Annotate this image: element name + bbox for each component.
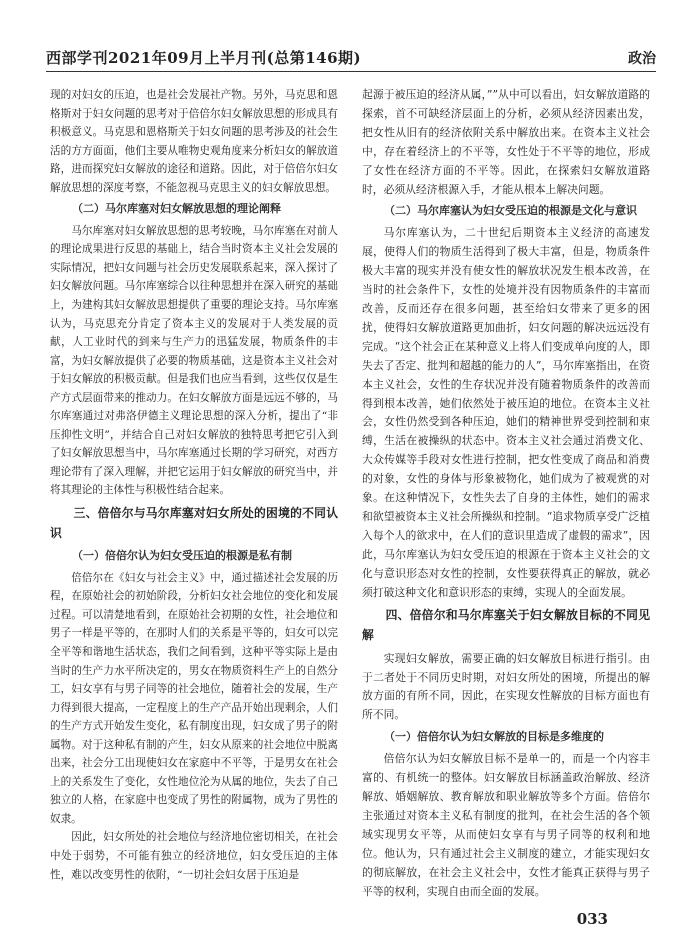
paragraph: 马尔库塞对妇女解放思想的思考较晚，马尔库塞在对前人的理论成果进行反思的基础上，结合当时资本主义社会发展的实际情况，把妇女问题与社会历史发展联系起来，深入探讨了妇女解放问题。马尔库塞综合以往种思想并在深入研究的基础上，为建构其妇女解放思想提供了重要的理论支持。马尔库塞认为，马克思充分肯定了资本主义的发展对于人类发展的贡献，人工业时代的到来与生产力的迅猛发展，物质条件的丰富，为妇女解放提供了必要的物质基础，这是资本主义社会对于妇女解放的积极贡献。但是我们也应当看到，这些仅仅是生产方式层面带来的推动力。在妇女解放方面是远远不够的，马尔库塞通过对弗洛伊德主义理论思想的深入分析，提出了“非压抑性文明”，并结合自己对妇女解放的独特思考把它引入到了妇女解放思想当中，马尔库塞通过长期的学习研究，对西方理论带有了深入理解，并把它运用于妇女解放的研究当中，并将其理论的主体性与积极性结合起来。 bbox=[50, 224, 338, 497]
paragraph: 实现妇女解放，需要正确的妇女解放目标进行指引。由于二者处于不同历史时期，对妇女所处的困境，所提出的解放方面的有所不同，因此，在实现女性解放的目标方面也有所不同。 bbox=[362, 651, 650, 722]
paragraph: 倍倍尔认为妇女解放目标不是单一的，而是一个内容丰富的、有机统一的整体。妇女解放目标涵盖政治解放、经济解放、婚姻解放、教育解放和职业解放等多个方面。倍倍尔主张通过对资本主义私有制度的批判，在社会生活的各个领域实现男女平等，从而使妇女享有与男子同等的权利和地位。他认为，只有通过社会主义制度的建立，才能实现妇女的彻底解放，在社会主义社会中，女性才能真正获得与男子平等的权利，实现自由而全面的发展。 bbox=[362, 752, 650, 898]
subsection-heading: （一）倍倍尔认为妇女受压迫的根源是私有制 bbox=[72, 549, 292, 563]
subsection-heading: （一）倍倍尔认为妇女解放的目标是多维度的 bbox=[384, 730, 604, 744]
paragraph: 起源于被压迫的经济从属，””从中可以看出，妇女解放道路的探索，首不可缺经济层面上的分析，必须从经济因素出发，把女性从旧有的经济依附关系中解放出来。在资本主义社会中，存在着经济上的不平等，女性处于不平等的地位，形成了女性在经济方面的不平等。因此，在探索妇女解放道路时，必须从经济根源入手，才能从根本上解决问题。 bbox=[362, 88, 650, 196]
paragraph: 因此，妇女所处的社会地位与经济地位密切相关，在社会中处于弱势，不可能有独立的经济地位，妇女受压迫的主体性，难以改变男性的依附，“一切社会妇女居于压迫是 bbox=[50, 831, 338, 881]
page-number: 033 bbox=[576, 910, 608, 928]
paragraph: 倍倍尔在《妇女与社会主义》中，通过描述社会发展的历程，在原始社会的初始阶段，分析妇女社会地位的变化和发展过程。可以清楚地看到，在原始社会初期的女性，社会地位和男子一样是平等的，在那时人们的关系是平等的，妇女可以完全平等和谐地生活状态，我们之间看到，这种平等实际上是由当时的生产力水平所决定的，男女在物质资料生产上的自然分工，妇女享有与男子同等的社会地位，随着社会的发展，生产力得到很大提高，一定程度上的生产产品开始出现剩余，人们的生产方式开始发生变化，私有制度出现，妇女成了男子的附属物。对于这种私有制的产生，妇女从原来的社会地位中脱离出来，社会分工出现使妇女在家庭中不平等，于是男女在社会上的关系发生了变化，女性地位沦为从属的地位，失去了自己独立的人格，在家庭中也变成了男性的附属物，成为了男性的奴隶。 bbox=[50, 571, 338, 825]
subsection-heading: （二）马尔库塞认为妇女受压迫的根源是文化与意识 bbox=[384, 204, 637, 218]
section-heading: 四、倍倍尔和马尔库塞关于妇女解放目标的不同见解 bbox=[362, 608, 650, 643]
section-label: 政治 bbox=[628, 51, 656, 67]
subsection-heading: （二）马尔库塞对妇女解放思想的理论阐释 bbox=[72, 202, 281, 216]
paragraph: 马尔库塞认为，二十世纪后期资本主义经济的高速发展，使得人们的物质生活得到了极大丰富，但是，物质条件极大丰富的现实并没有使女性的解放状况发生根本改善，在当时的社会条件下，女性的处境并没有因物质条件的丰富而改善，反而还存在很多问题，甚至给妇女带来了更多的困扰，使得妇女解放道路更加曲折，妇女问题的解决远远没有完成。“这个社会正在某种意义上将人们变成单向度的人，即失去了否定、批判和超越的能力的人”，马尔库塞指出，在资本主义社会，女性的生存状况并没有随着物质条件的改善而得到根本改善，她们依然处于被压迫的地位。在资本主义社会，女性仍然受到各种压迫，她们的精神世界受到控制和束缚，生活在被操纵的状态中。资本主义社会通过消费文化、大众传媒等手段对女性进行控制，把女性变成了商品和消费的对象，女性的身体与形象被物化，她们成为了被观赏的对象。在这种情况下，女性失去了自身的主体性，她们的需求和欲望被资本主义社会所操纵和控制。“追求物质享受广泛植入每个人的欲求中，在人们的意识里造成了虚假的需求”，因此，马尔库塞认为妇女受压迫的根源在于资本主义社会的文化与意识形态对女性的控制，女性要获得真正的解放，就必须打破这种文化和意识形态的束缚，实现人的全面发展。 bbox=[362, 226, 650, 599]
left-column bbox=[50, 86, 338, 884]
paragraph: 现的对妇女的压迫，也是社会发展社产物。另外，马克思和恩格斯对于妇女问题的思考对于倍倍尔妇女解放思想的形成具有积极意义。马克思和恩格斯关于妇女问题的思考涉及的社会生活的方方面面，他们主要从唯物史观角度来分析妇女的解放道路，进而探究妇女解放的途径和道路。因此，对于倍倍尔妇女解放思想的深度考察，不能忽视马克思主义的妇女解放思想。 bbox=[50, 89, 338, 194]
section-heading: 三、倍倍尔与马尔库塞对妇女所处的困境的不同认识 bbox=[50, 506, 338, 540]
right-column bbox=[362, 86, 650, 901]
running-header bbox=[46, 42, 656, 72]
journal-title: 西部学刊2021年09月上半月刊(总第146期) bbox=[46, 49, 362, 67]
